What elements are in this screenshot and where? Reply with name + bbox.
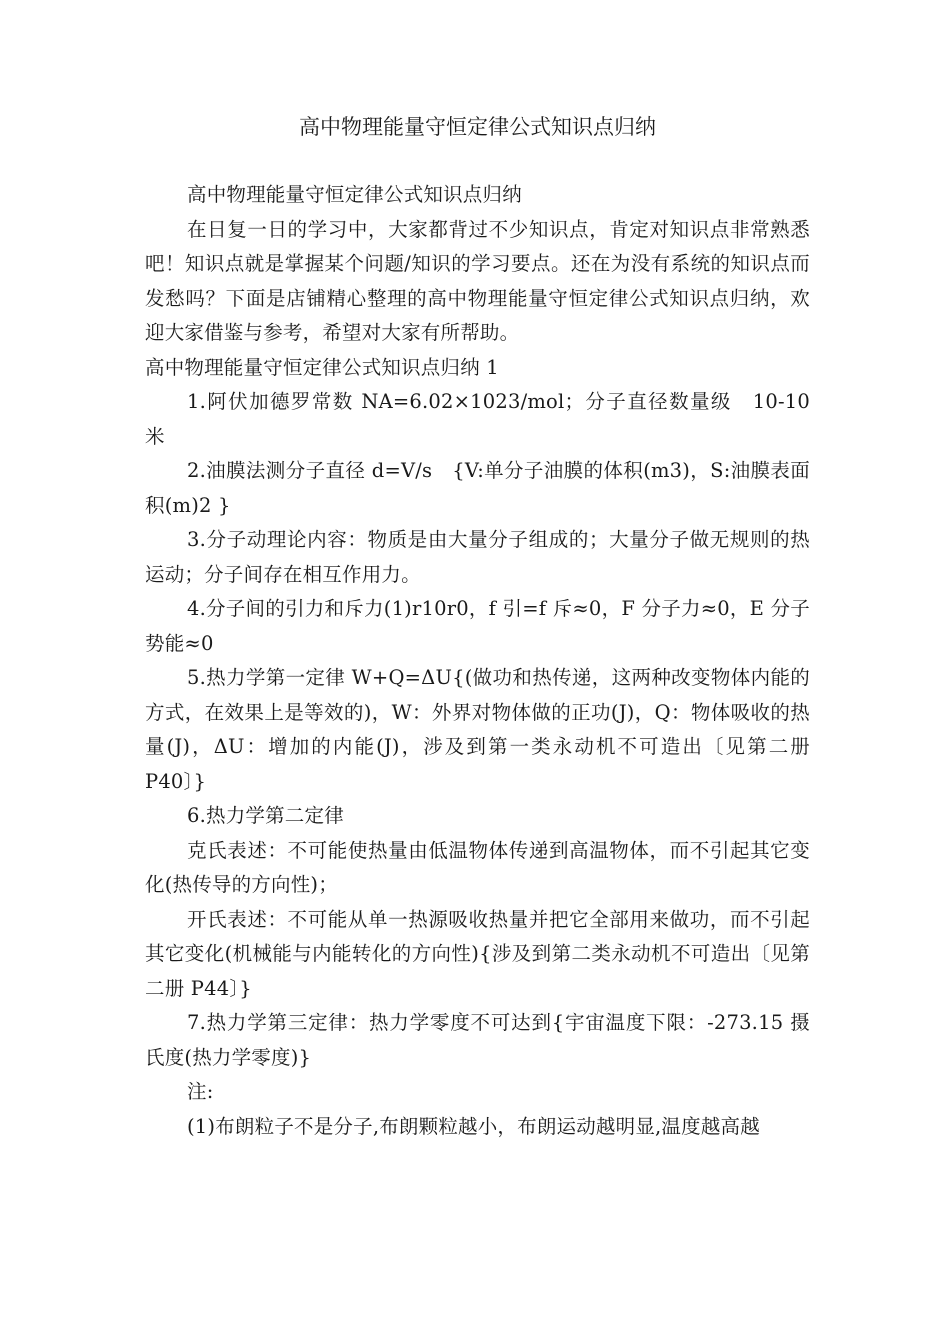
paragraph-item-2: 2.油膜法测分子直径 d=V/s {V:单分子油膜的体积(m3)，S:油膜表面积(m)2 } [145, 459, 810, 517]
paragraph-subtitle: 高中物理能量守恒定律公式知识点归纳 [187, 183, 522, 206]
paragraph-kelvin: 开氏表述：不可能从单一热源吸收热量并把它全部用来做功，而不引起其它变化(机械能与内能转化的方向性){涉及到第二类永动机不可造出〔见第二册 P44〕} [145, 907, 810, 1000]
paragraph-item-7: 7.热力学第三定律：热力学零度不可达到{宇宙温度下限：-273.15 摄氏度(热力学零度)} [145, 1011, 810, 1069]
paragraph-item-5: 5.热力学第一定律 W+Q=ΔU{(做功和热传递，这两种改变物体内能的方式，在效果上是等效的)，W：外界对物体做的正功(J)，Q：物体吸收的热量(J)，ΔU：增加的内能(J)，涉及到第一类永动机不可造出〔见第二册 P40〕} [145, 666, 810, 793]
paragraph-clausius: 克氏表述：不可能使热量由低温物体传递到高温物体，而不引起其它变化(热传导的方向性)； [145, 838, 810, 896]
document-title: 高中物理能量守恒定律公式知识点归纳 [299, 115, 656, 139]
paragraph-item-1: 1.阿伏加德罗常数 NA=6.02×1023/mol；分子直径数量级 10-10 米 [145, 390, 810, 448]
paragraph-item-4: 4.分子间的引力和斥力(1)r10r0，f 引=f 斥≈0，F 分子力≈0，E 分子势能≈0 [145, 597, 810, 655]
paragraph-item-6: 6.热力学第二定律 [187, 804, 344, 827]
paragraph-item-3: 3.分子动理论内容：物质是由大量分子组成的；大量分子做无规则的热运动；分子间存在相互作用力。 [145, 528, 810, 586]
section-heading: 高中物理能量守恒定律公式知识点归纳 1 [145, 355, 499, 379]
paragraph-note-1: (1)布朗粒子不是分子,布朗颗粒越小，布朗运动越明显,温度越高越 [187, 1114, 760, 1138]
paragraph-note-label: 注: [187, 1080, 214, 1103]
paragraph-intro: 在日复一日的学习中，大家都背过不少知识点，肯定对知识点非常熟悉吧！知识点就是掌握某个问题/知识的学习要点。还在为没有系统的知识点而发愁吗？下面是店铺精心整理的高中物理能量守恒定律公式知识点归纳，欢迎大家借鉴与参考，希望对大家有所帮助。 [145, 217, 810, 344]
